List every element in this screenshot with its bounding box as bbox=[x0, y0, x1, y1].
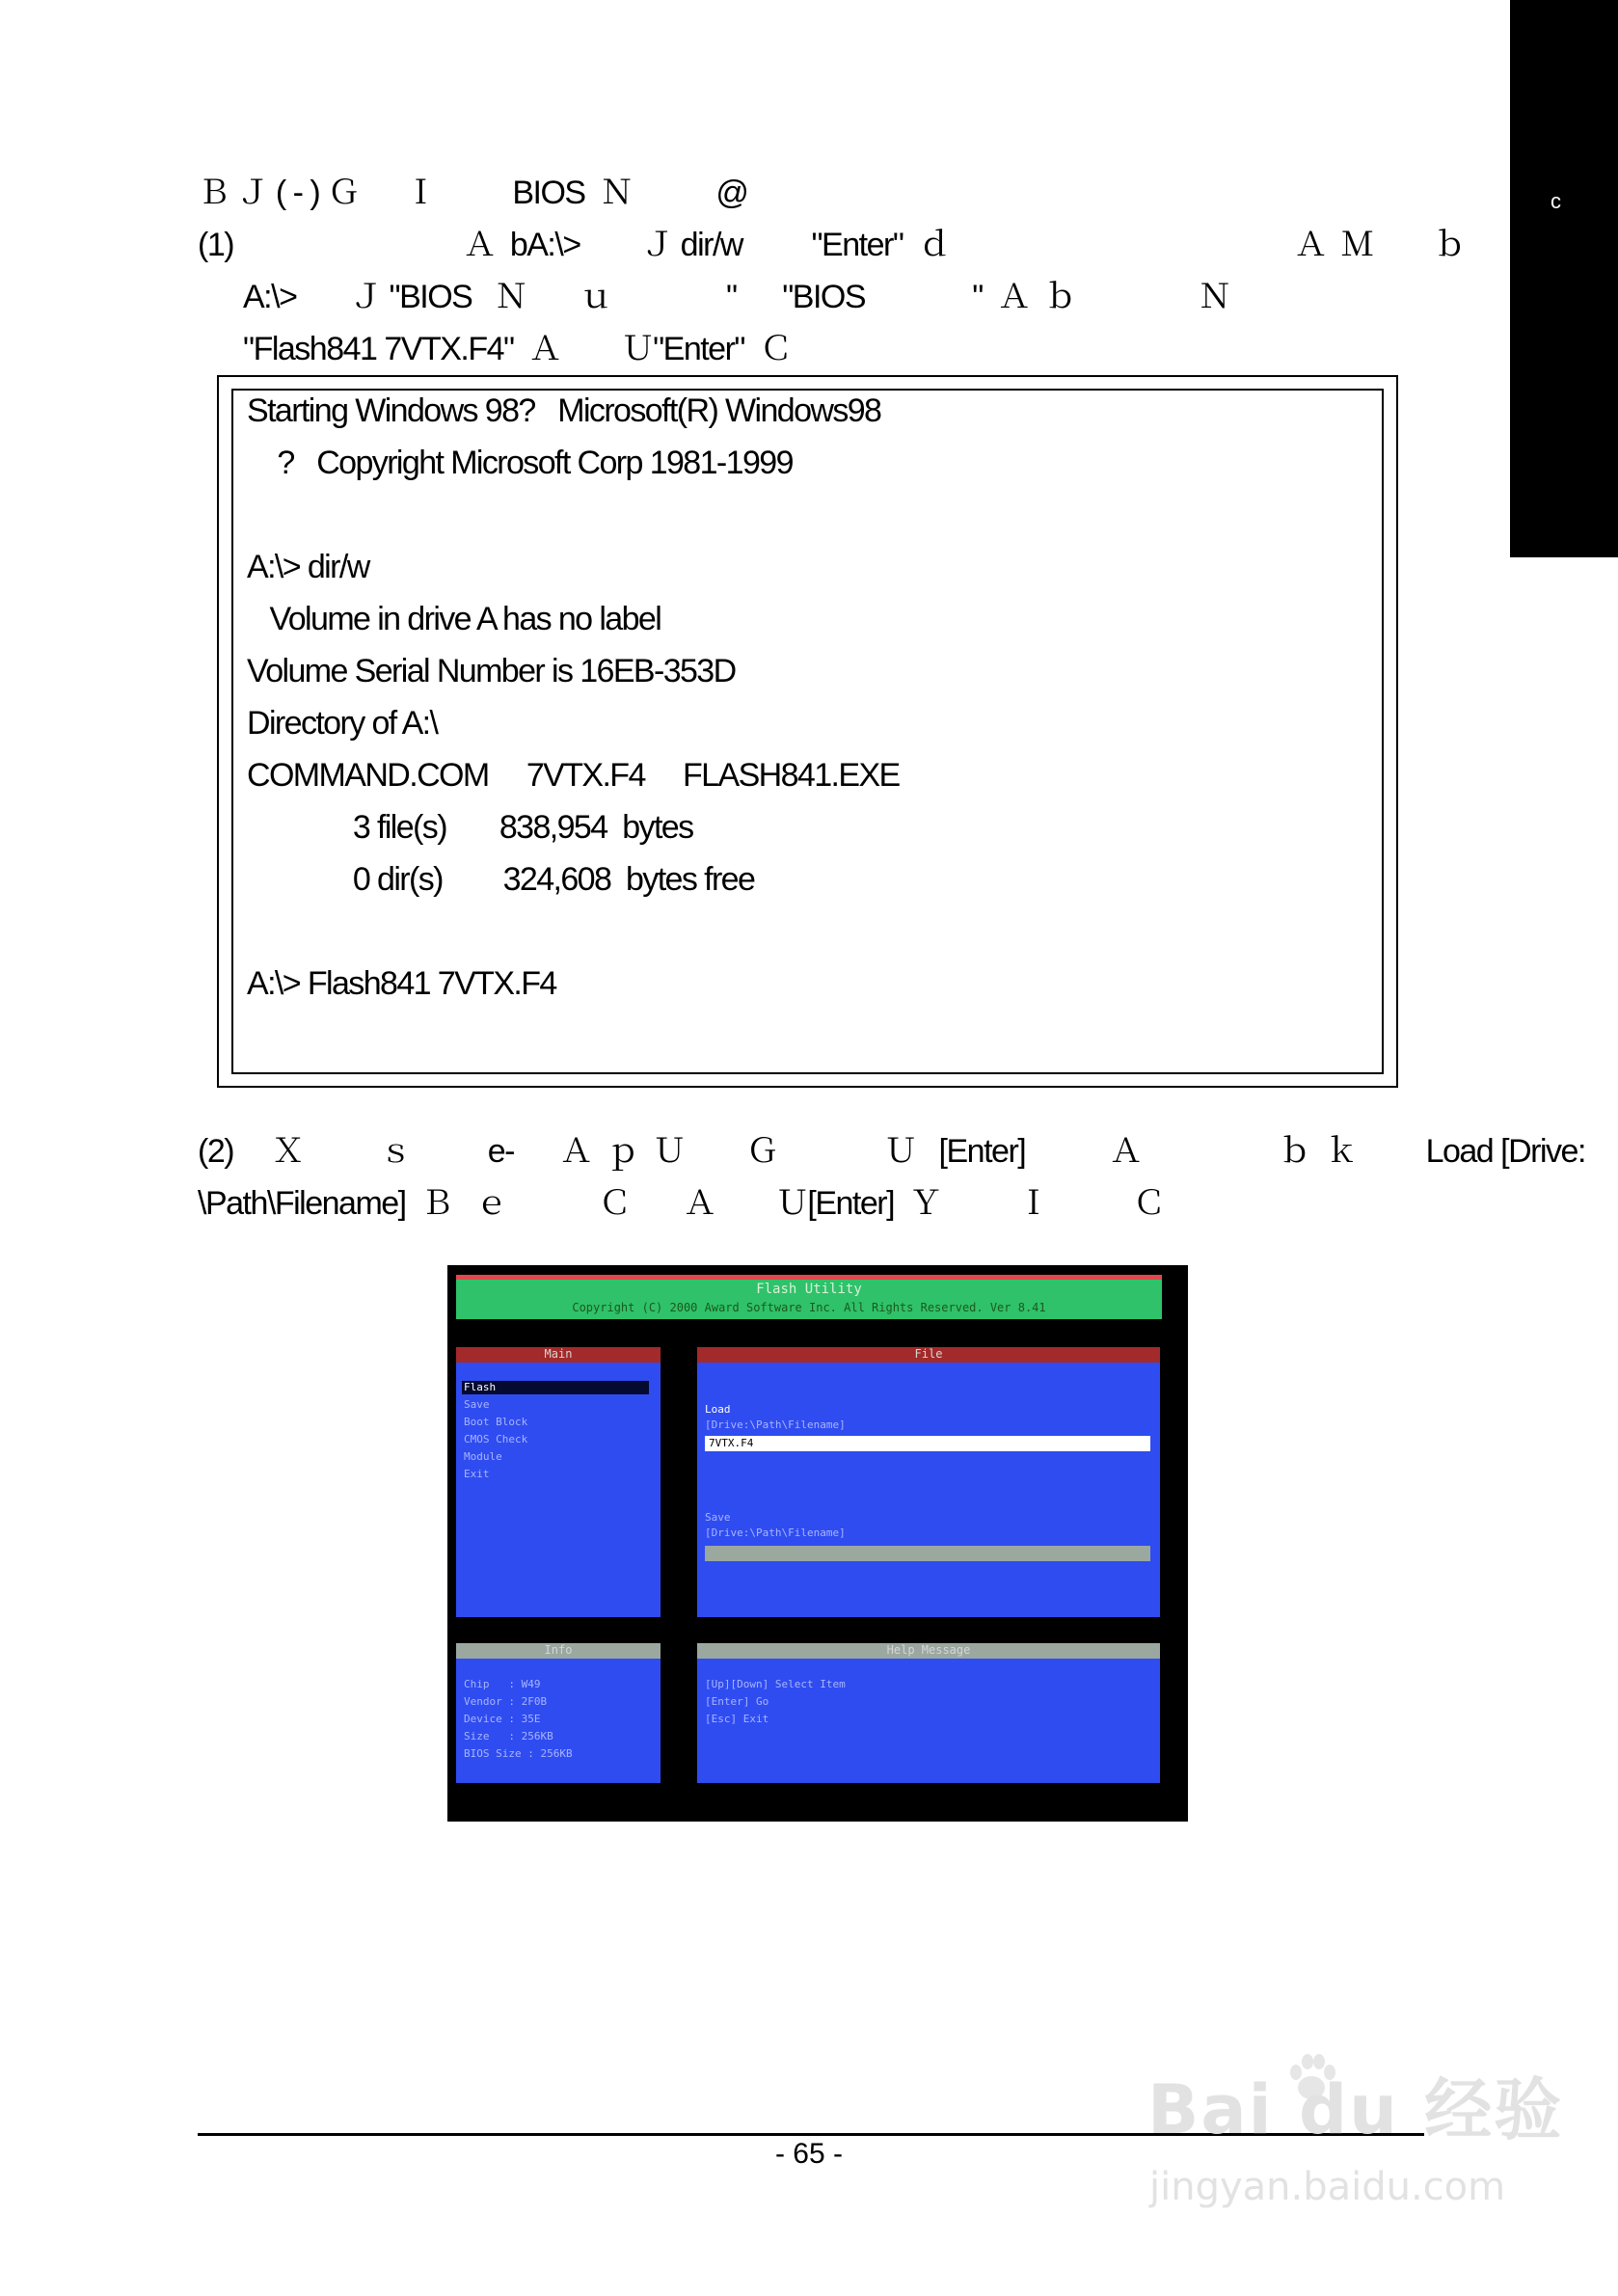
intro-heading: Ｂ Ｊ ( - ) Ｇ Ｉ BIOS Ｎ @ bbox=[198, 175, 748, 211]
intro-step1-line3: "Flash841 7VTX.F4" Ａ Ｕ"Enter" Ｃ bbox=[243, 331, 792, 367]
info-panel bbox=[456, 1643, 661, 1783]
help-panel-header: Help Message bbox=[697, 1643, 1160, 1659]
console-line: A:\> dir/w bbox=[247, 549, 369, 585]
info-line: Size : 256KB bbox=[464, 1730, 553, 1742]
file-load-hint: [Drive:\Path\Filename] bbox=[705, 1418, 846, 1431]
file-load-input-value: 7VTX.F4 bbox=[709, 1437, 754, 1449]
file-panel bbox=[697, 1347, 1160, 1617]
info-line: Vendor : 2F0B bbox=[464, 1695, 548, 1708]
watermark-url: jingyan.baidu.com bbox=[1149, 2165, 1506, 2209]
console-line: 3 file(s) 838,954 bytes bbox=[247, 809, 693, 846]
main-item-flash[interactable]: Flash bbox=[464, 1381, 497, 1393]
watermark-brand: Bai du 经验 bbox=[1147, 2070, 1564, 2149]
main-item-cmos-check[interactable]: CMOS Check bbox=[464, 1433, 528, 1445]
main-item-boot-block[interactable]: Boot Block bbox=[464, 1416, 528, 1428]
file-save-hint: [Drive:\Path\Filename] bbox=[705, 1526, 846, 1539]
console-line: Starting Windows 98? Microsoft(R) Windows98 bbox=[247, 392, 881, 429]
file-load-label: Load bbox=[705, 1403, 731, 1416]
page-number: - 65 - bbox=[774, 2138, 844, 2170]
console-line: 0 dir(s) 324,608 bytes free bbox=[247, 861, 755, 898]
main-panel-shadow bbox=[661, 1362, 672, 1632]
side-tab-label: c bbox=[1551, 189, 1561, 213]
flash-utility-screenshot bbox=[447, 1265, 1188, 1822]
info-line: Chip : W49 bbox=[464, 1678, 541, 1690]
main-panel-header: Main bbox=[456, 1347, 661, 1363]
file-panel-header: File bbox=[697, 1347, 1160, 1363]
info-panel-shadow bbox=[661, 1656, 672, 1796]
info-line: BIOS Size : 256KB bbox=[464, 1747, 573, 1760]
console-line: A:\> Flash841 7VTX.F4 bbox=[247, 965, 556, 1002]
info-line: Device : 35E bbox=[464, 1713, 541, 1725]
help-panel bbox=[697, 1643, 1160, 1783]
help-line: [Enter] Go bbox=[705, 1695, 769, 1708]
console-line: COMMAND.COM 7VTX.F4 FLASH841.EXE bbox=[247, 757, 900, 794]
console-line: Directory of A:\ bbox=[247, 705, 438, 742]
flash-utility-titlebar bbox=[456, 1275, 1162, 1319]
file-save-label: Save bbox=[705, 1511, 731, 1524]
titlebar-shadow bbox=[1162, 1283, 1176, 1327]
chapter-side-tab bbox=[1510, 0, 1618, 557]
help-line: [Esc] Exit bbox=[705, 1713, 769, 1725]
file-panel-shadow bbox=[1160, 1362, 1176, 1632]
file-save-input[interactable] bbox=[705, 1546, 1150, 1561]
intro-step1-line1: (1) Ａ bA:\> Ｊ dir/w "Enter" ｄ Ａ Ｍ ｂ bbox=[198, 227, 1466, 263]
console-line: ? Copyright Microsoft Corp 1981-1999 bbox=[247, 445, 793, 481]
flash-utility-title: Flash Utility bbox=[756, 1282, 862, 1297]
file-load-input[interactable] bbox=[705, 1436, 1150, 1451]
help-line: [Up][Down] Select Item bbox=[705, 1678, 846, 1690]
console-output-box bbox=[217, 375, 1398, 1088]
main-item-module[interactable]: Module bbox=[464, 1450, 502, 1463]
main-panel bbox=[456, 1347, 661, 1617]
step2-line2: \Path\Filename] Ｂ ｅ Ｃ Ａ Ｕ[Enter] Ｙ Ｉ Ｃ bbox=[198, 1185, 1165, 1222]
flash-utility-subtitle: Copyright (C) 2000 Award Software Inc. All Rights Reserved. Ver 8.41 bbox=[572, 1301, 1046, 1314]
console-line: Volume Serial Number is 16EB-353D bbox=[247, 653, 736, 689]
intro-step1-line2: A:\> Ｊ "BIOS Ｎ ｕ " "BIOS " Ａ ｂ Ｎ bbox=[243, 279, 1230, 315]
main-item-exit[interactable]: Exit bbox=[464, 1468, 490, 1480]
help-panel-shadow bbox=[1160, 1656, 1176, 1796]
main-item-save[interactable]: Save bbox=[464, 1398, 490, 1411]
console-line: Volume in drive A has no label bbox=[247, 601, 661, 637]
console-inner-frame bbox=[231, 389, 1384, 1074]
info-panel-header: Info bbox=[456, 1643, 661, 1659]
step2-line1: (2) Ｘ ｓ e- Ａ ｐ Ｕ Ｇ Ｕ [Enter] Ａ ｂ ｋ Load [Drive: bbox=[198, 1133, 1585, 1170]
